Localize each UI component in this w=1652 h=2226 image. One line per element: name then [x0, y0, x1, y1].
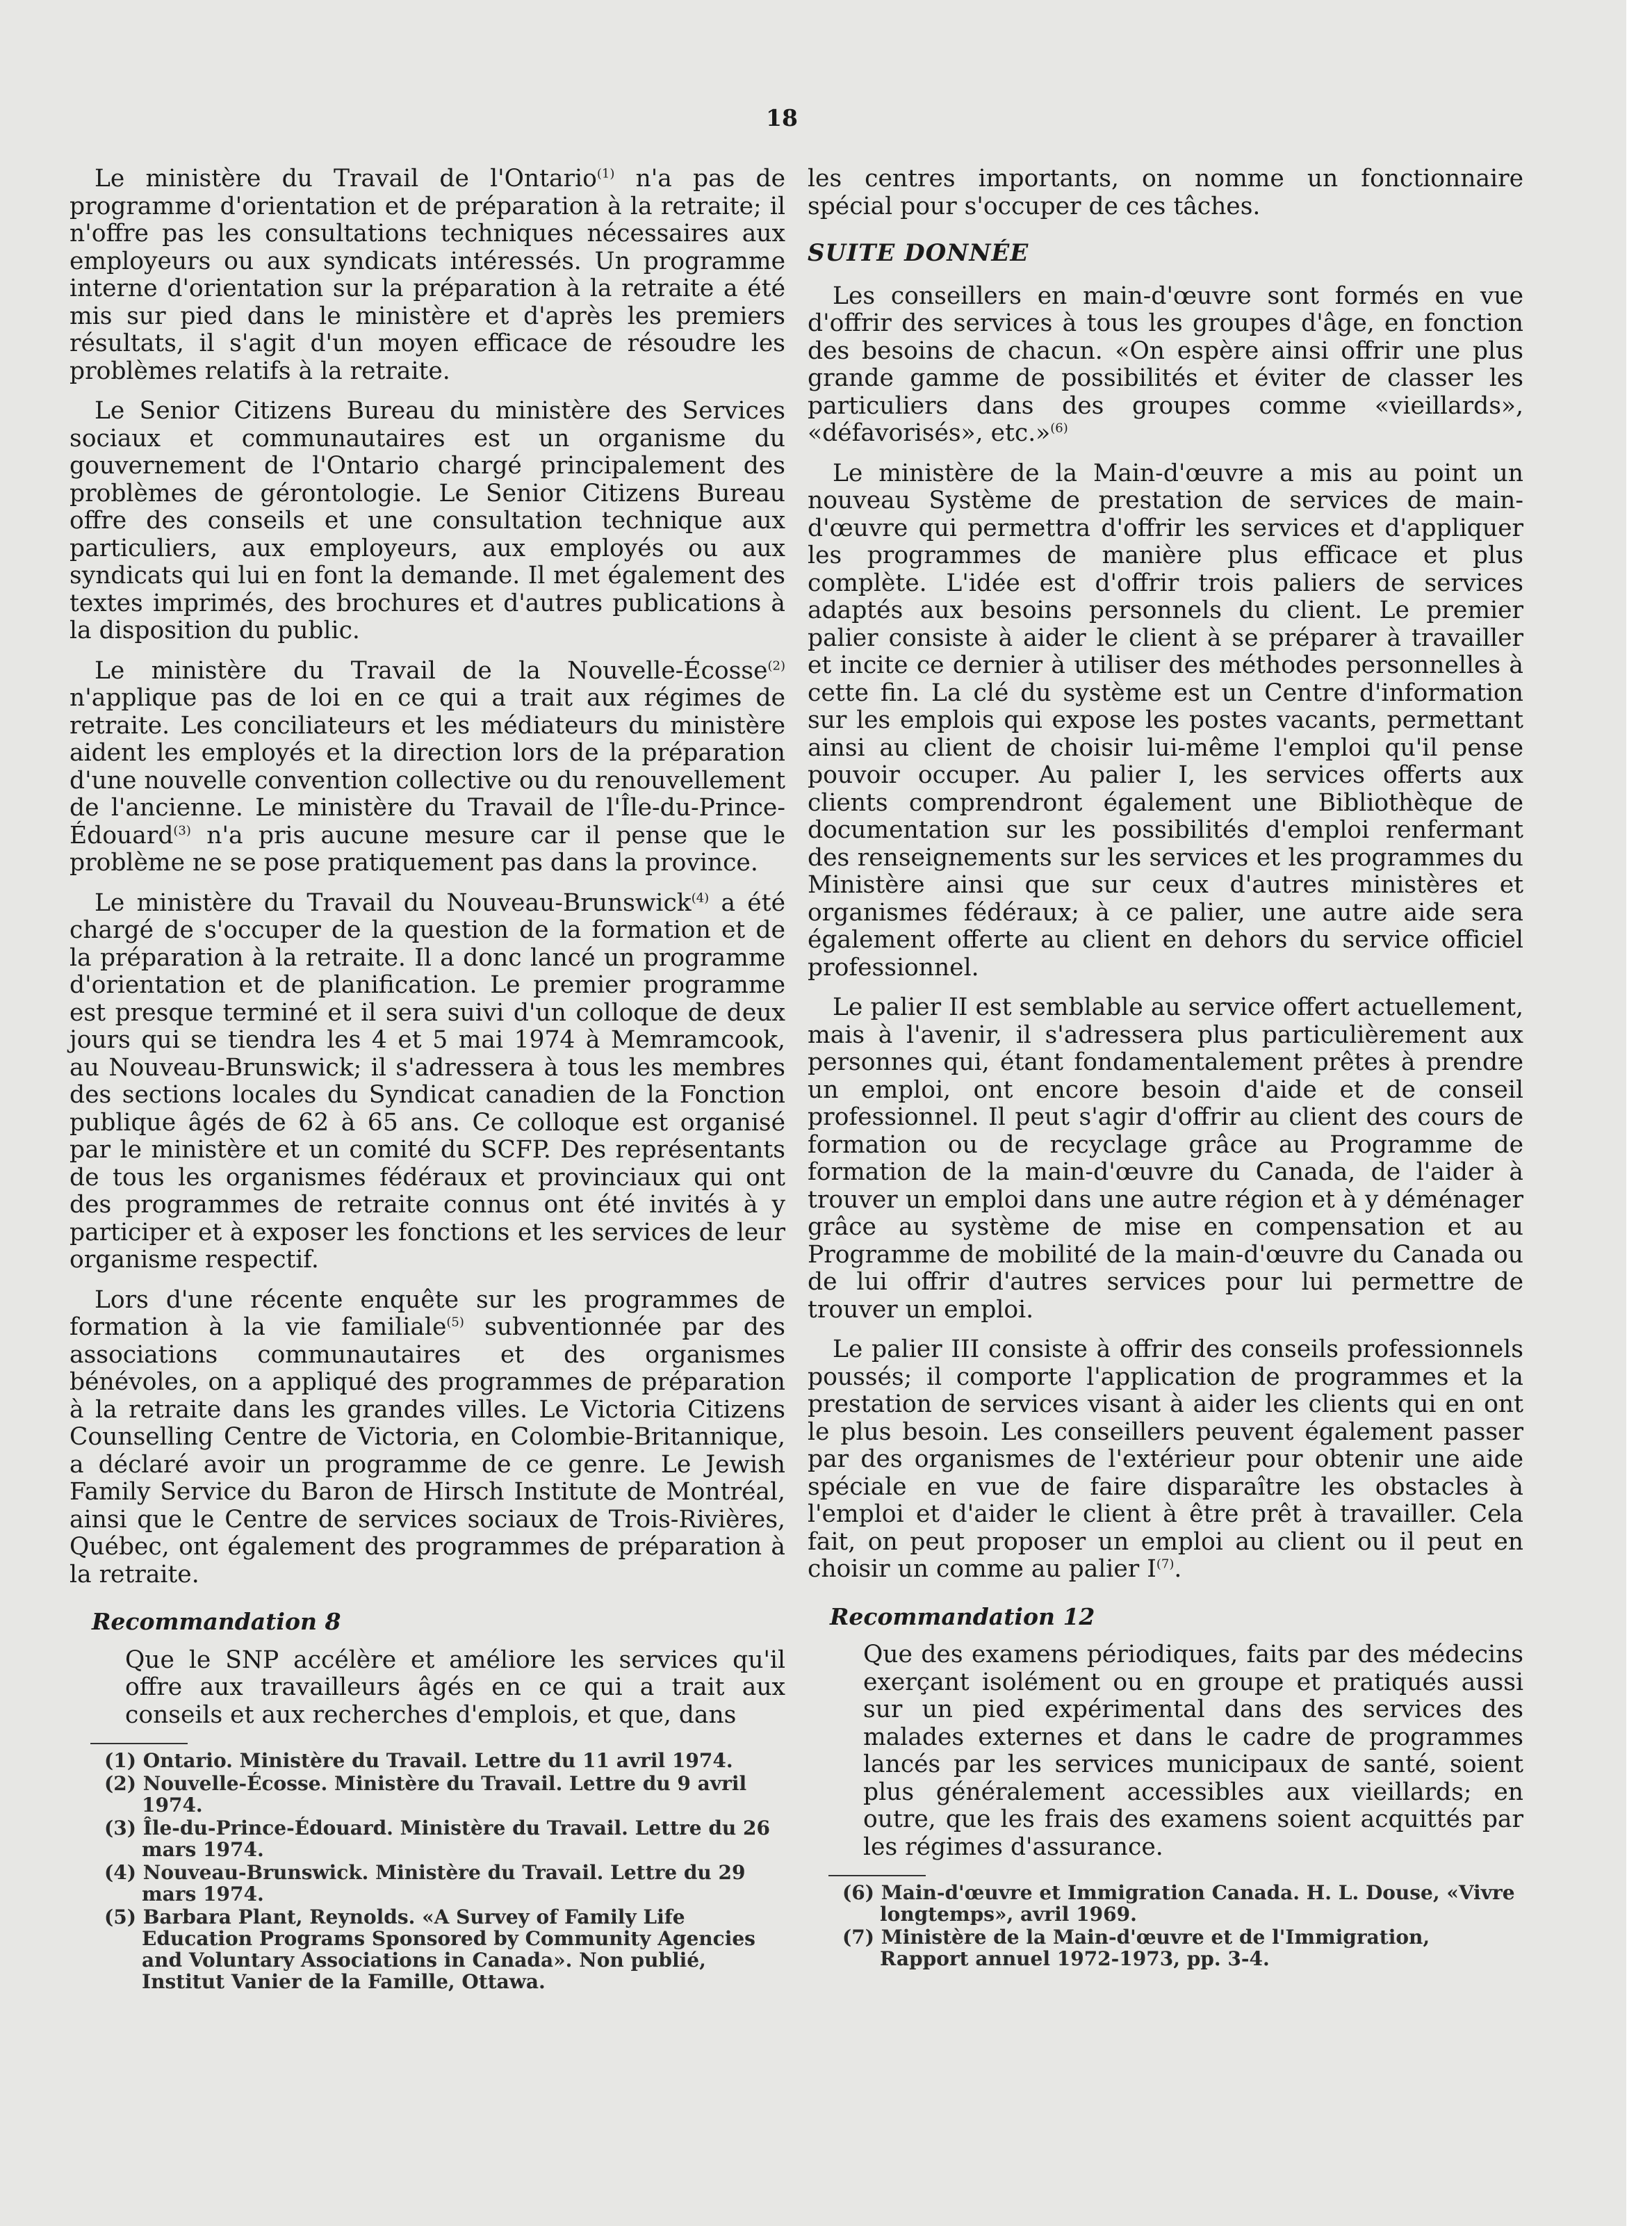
- footnote-ref: (3): [173, 823, 191, 838]
- footnote-ref: (7): [1156, 1557, 1175, 1572]
- footnote: (5) Barbara Plant, Reynolds. «A Survey of Family Life Education Programs Sponsored by Community Agencies and Voluntary Associations in Canada». Non publié, Institut Vanier de la Famille, Ottawa.: [104, 1906, 755, 1993]
- paragraph-continued: les centres importants, on nomme un fonctionnaire spécial pour s'occuper de ces tâches.: [808, 165, 1523, 220]
- paragraph-text: Lors d'une récente enquête sur les programmes de formation à la vie familiale: [69, 1285, 785, 1341]
- footnote: (3) Île-du-Prince-Édouard. Ministère du Travail. Lettre du 26 mars 1974.: [104, 1817, 771, 1861]
- paragraph-text: a été chargé de s'occuper de la question de la formation et de la préparation à la retraite. Il a donc lancé un programme d'orientation et de planification. Le premier programme est presque terminé et il sera suivi d'un colloque de deux jours qui se tiendra les 4 et 5 mai 1974 à Memramcook, au Nouveau-Brunswick; il s'adressera à tous les membres des sections locales du Syndicat canadien de la Fonction publique âgés de 62 à 65 ans. Ce colloque est organisé par le ministère et un comité du SCFP. Des représentants de tous les organismes fédéraux et provinciaux qui ont des programmes de retraite connus ont été invités à y participer et à exposer les fonctions et les services de leur organisme respectif.: [69, 888, 785, 1274]
- recommendation-heading: Recommandation 12: [830, 1602, 1095, 1630]
- footnote: (4) Nouveau-Brunswick. Ministère du Travail. Lettre du 29 mars 1974.: [104, 1861, 746, 1906]
- paragraph-text: n'applique pas de loi en ce qui a trait aux régimes de retraite. Les conciliateurs et les médiateurs du ministère aident les employés et la direction lors de la préparation d'une nouvelle convention collective ou du renouvellement de l'ancienne. Le ministère du Travail de l'Île-du-Prince-Édouard: [69, 684, 785, 850]
- paragraph-systeme-prestation: Le ministère de la Main-d'œuvre a mis au point un nouveau Système de prestation de services de main-d'œuvre qui permettra d'offrir les services et d'appliquer les programmes de manière plus efficace et plus complète. L'idée est d'offrir trois paliers de services adaptés aux besoins personnels du client. Le premier palier consiste à aider le client à se préparer à travailler et incite ce dernier à utiliser des méthodes personnelles à cette fin. La clé du système est un Centre d'information sur les emplois qui expose les postes vacants, permettant ainsi au client de choisir lui-même l'emploi qu'il pense pouvoir occuper. Au palier I, les services offerts aux clients comprendront également une Bibliothèque de documentation sur les possibilités d'emploi renfermant des renseignements sur les services et les programmes du Ministère ainsi que sur ceux d'autres ministères et organismes fédéraux; à ce palier, une autre aide sera également offerte au client en dehors du service officiel professionnel.: [808, 459, 1523, 982]
- paragraph-ontario: [69, 165, 785, 385]
- paragraph-nouvelle-ecosse: [69, 658, 785, 877]
- paragraph-nouveau-brunswick: [69, 890, 785, 1274]
- footnote-divider: [90, 1743, 188, 1744]
- footnote: (1) Ontario. Ministère du Travail. Lettre du 11 avril 1974.: [104, 1749, 733, 1772]
- section-heading: SUITE DONNÉE: [808, 239, 1029, 267]
- paragraph-conseillers: [808, 283, 1523, 448]
- footnote-ref: (1): [596, 166, 615, 181]
- paragraph-vie-familiale: [69, 1287, 785, 1589]
- paragraph-text: Le ministère du Travail de l'Ontario: [95, 165, 597, 193]
- recommendation-heading: Recommandation 8: [92, 1608, 341, 1635]
- recommendation-body: Que des examens périodiques, faits par des médecins exerçant isolément ou en groupe et pratiqués aussi sur un pied expérimental dans des services des malades externes et dans le cadre de programmes lancés par les services municipaux de santé, soient plus généralement accessibles aux vieillards; en outre, que les frais des examens soient acquittés par les régimes d'assurance.: [863, 1641, 1523, 1861]
- footnote: (7) Ministère de la Main-d'œuvre et de l'Immigration, Rapport annuel 1972-1973, pp. 3-4.: [842, 1926, 1430, 1970]
- page-edge: [1626, 0, 1652, 2226]
- footnote-ref: (2): [767, 658, 785, 673]
- left-column: [69, 165, 785, 1994]
- paragraph-text: Les conseillers en main-d'œuvre sont formés en vue d'offrir des services à tous les groupes d'âge, en fonction des besoins de chacun. «On espère ainsi offrir une plus grande gamme de possibilités et éviter de classer les particuliers dans des groupes comme «vieillards», «défavorisés», etc.»: [808, 282, 1523, 447]
- recommendation-body: Que le SNP accélère et améliore les services qu'il offre aux travailleurs âgés en ce qui a trait aux conseils et aux recherches d'emplois, et que, dans: [125, 1646, 785, 1729]
- page-number: 18: [766, 104, 798, 131]
- paragraph-text: subventionnée par des associations communautaires et des organismes bénévoles, on a appliqué des programmes de préparation à la retraite dans les grandes villes. Le Victoria Citizens Counselling Centre de Victoria, en Colombie-Britannique, a déclaré avoir un programme de ce genre. Le Jewish Family Service du Baron de Hirsch Institute de Montréal, ainsi que le Centre de services sociaux de Trois-Rivières, Québec, ont également des programmes de préparation à la retraite.: [69, 1313, 785, 1589]
- footnote-divider: [828, 1875, 926, 1876]
- paragraph-text: .: [1174, 1555, 1182, 1583]
- paragraph-senior-citizens-bureau: Le Senior Citizens Bureau du ministère des Services sociaux et communautaires est un organisme du gouvernement de l'Ontario chargé principalement des problèmes de gérontologie. Le Senior Citizens Bureau offre des conseils et une consultation technique aux particuliers, aux employeurs, aux employés ou aux syndicats qui lui en font la demande. Il met également des textes imprimés, des brochures et d'autres publications à la disposition du public.: [69, 397, 785, 644]
- footnote-ref: (5): [446, 1315, 464, 1330]
- paragraph-text: Le palier III consiste à offrir des conseils professionnels poussés; il comporte l'application de programmes et la prestation de services visant à aider les clients qui en ont le plus besoin. Les conseillers peuvent également passer par des organismes de l'extérieur pour obtenir une aide spéciale en vue de faire disparaître les obstacles à l'emploi et d'aider le client à être prêt à travailler. Cela fait, on peut proposer un emploi au client ou il peut en choisir un comme au palier I: [808, 1335, 1523, 1583]
- footnote-ref: (6): [1050, 421, 1068, 436]
- footnote-ref: (4): [691, 891, 710, 905]
- footnote: (6) Main-d'œuvre et Immigration Canada. H. L. Douse, «Vivre longtemps», avril 1969.: [842, 1881, 1515, 1926]
- footnote: (2) Nouvelle-Écosse. Ministère du Travail. Lettre du 9 avril 1974.: [104, 1772, 747, 1817]
- paragraph-palier-3: [808, 1336, 1523, 1584]
- paragraph-text: Le ministère du Travail de la Nouvelle-Écosse: [95, 656, 768, 685]
- paragraph-text: Le ministère du Travail du Nouveau-Brunswick: [95, 888, 692, 917]
- paragraph-text: n'a pas de programme d'orientation et de préparation à la retraite; il n'offre pas les consultations techniques nécessaires aux employeurs ou aux syndicats intéressés. Un programme interne d'orientation sur la préparation à la retraite a été mis sur pied dans le ministère et d'après les premiers résultats, il s'agit d'un moyen efficace de résoudre les problèmes relatifs à la retraite.: [69, 165, 785, 385]
- right-column: [808, 165, 1523, 1971]
- paragraph-text: n'a pris aucune mesure car il pense que le problème ne se pose pratiquement pas dans la province.: [69, 821, 785, 877]
- paragraph-palier-2: Le palier II est semblable au service offert actuellement, mais à l'avenir, il s'adressera plus particulièrement aux personnes qui, étant fondamentalement prêtes à prendre un emploi, ont encore besoin d'aide et de conseil professionnel. Il peut s'agir d'offrir au client des cours de formation ou de recyclage grâce au Programme de formation de la main-d'œuvre du Canada, de l'aider à trouver un emploi dans une autre région et à y déménager grâce au système de mise en compensation et au Programme de mobilité de la main-d'œuvre du Canada ou de lui offrir d'autres services pour lui permettre de trouver un emploi.: [808, 993, 1523, 1324]
